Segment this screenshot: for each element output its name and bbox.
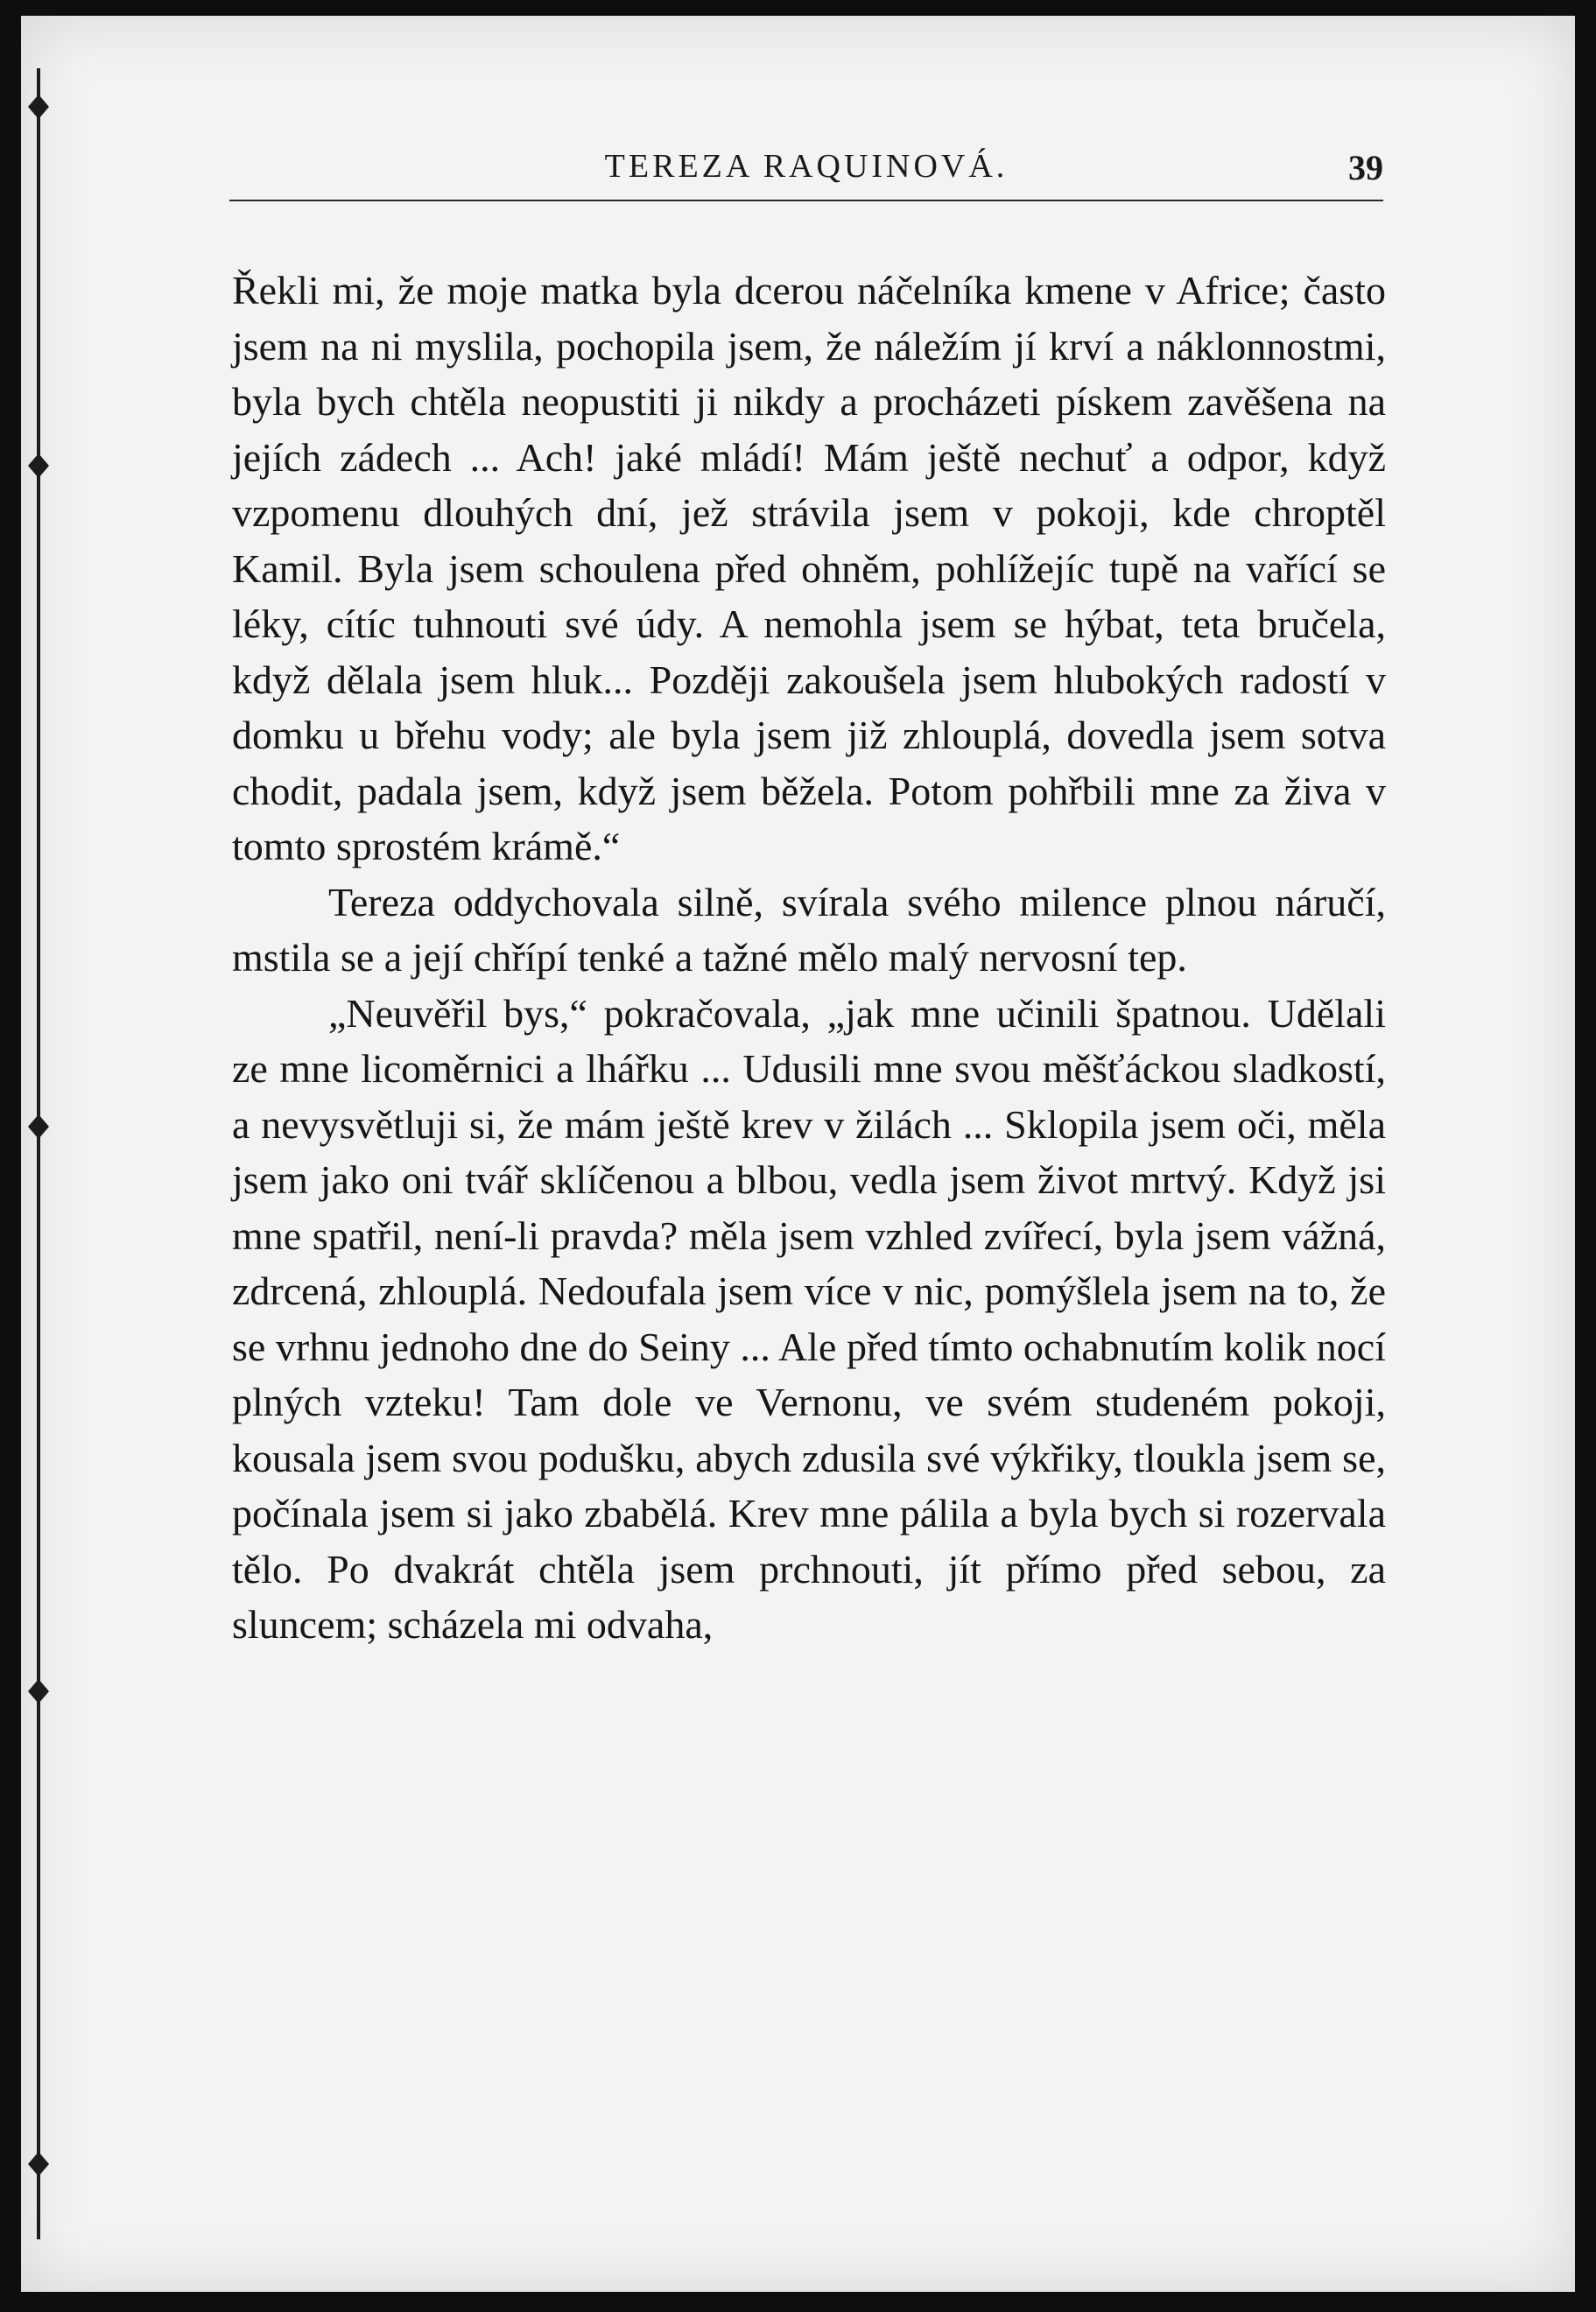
- paragraph: Řekli mi, že moje matka byla dcerou náčelníka kmene v Africe; často jsem na ni myslila, pochopila jsem, že náležím jí krví a náklonnostmi, byla bych chtěla neopustiti ji nikdy a procházeti pískem zavěšena na jejích zádech ... Ach! jaké mládí! Mám ještě nechuť a odpor, když vzpomenu dlouhých dní, jež strávila jsem v pokoji, kde chroptěl Kamil. Byla jsem schoulena před ohněm, pohlížejíc tupě na vařící se léky, cítíc tuhnouti své údy. A nemohla jsem se hýbat, teta bručela, když dělala jsem hluk... Později zakoušela jsem hlubokých radostí v domku u břehu vody; ale byla jsem již zhlouplá, dovedla jsem sotva chodit, padala jsem, když jsem běžela. Potom pohřbili mne za živa v tomto sprostém krámě.“: [232, 268, 1386, 868]
- body-text: [232, 263, 1386, 1653]
- binding-mark: [28, 453, 49, 478]
- page-header: [229, 140, 1383, 201]
- page-number: 39: [1348, 148, 1383, 187]
- binding-mark: [28, 1679, 49, 1704]
- binding-mark: [28, 2152, 49, 2176]
- header-rule: [229, 200, 1383, 201]
- binding-mark: [28, 1114, 49, 1139]
- binding-edge: [37, 68, 40, 2239]
- binding-mark: [28, 95, 49, 119]
- running-title: TEREZA RAQUINOVÁ.: [604, 148, 1009, 185]
- paragraph: Tereza oddychovala silně, svírala svého milence plnou náručí, mstila se a její chřípí tenké a tažné mělo malý nervosní tep.: [232, 879, 1386, 980]
- paragraph: „Neuvěřil bys,“ pokračovala, „jak mne učinili špatnou. Udělali ze mne licoměrnici a lhářku ... Udusili mne svou měšťáckou sladkostí, a nevysvětluji si, že mám ještě krev v žilách ... Sklopila jsem oči, měla jsem jako oni tvář sklíčenou a blbou, vedla jsem život mrtvý. Když jsi mne spatřil, není-li pravda? měla jsem vzhled zvířecí, byla jsem vážná, zdrcená, zhlouplá. Nedoufala jsem více v nic, pomýšlela jsem na to, že se vrhnu jednoho dne do Seiny ... Ale před tímto ochabnutím kolik nocí plných vzteku! Tam dole ve Vernonu, ve svém studeném pokoji, kousala jsem svou podušku, abych zdusila své výkřiky, tloukla jsem se, počínala jsem si jako zbabělá. Krev mne pálila a byla bych si rozervala tělo. Po dvakrát chtěla jsem prchnouti, jít přímo před sebou, za sluncem; scházela mi odvaha,: [232, 990, 1386, 1647]
